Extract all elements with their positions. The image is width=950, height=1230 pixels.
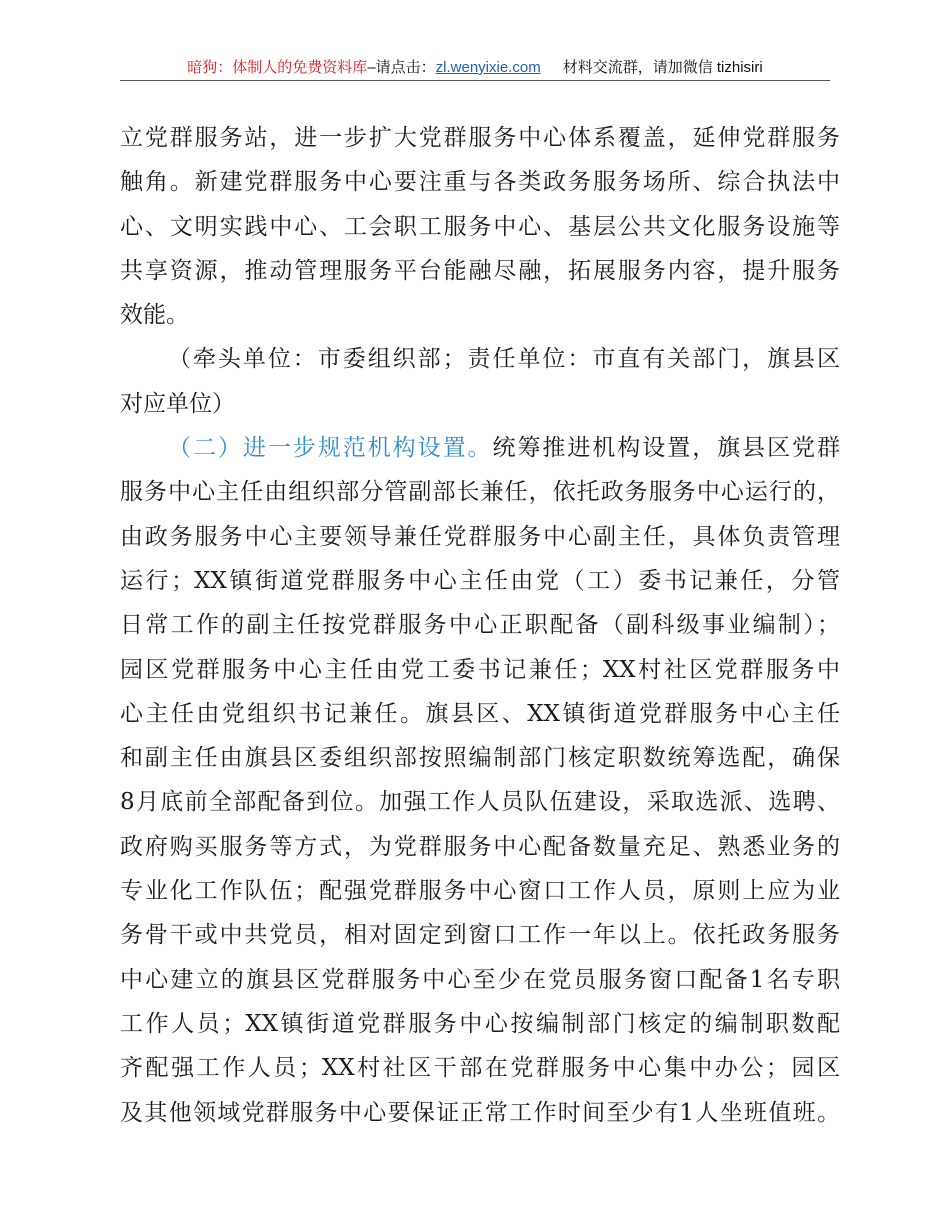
text-line [120,648,840,692]
website-link[interactable]: zl.wenyixie.com [435,59,541,76]
line-text: 共享资源，推动管理服务平台能融尽融，拓展服务内容，提升服务 [120,257,840,284]
text-line [120,205,840,249]
text-line [120,1002,840,1046]
text-line [120,825,840,869]
text-line [120,426,840,470]
line-text: 由政务服务中心主要领导兼任党群服务中心副主任，具体负责管理 [120,523,840,550]
text-line [120,559,840,603]
text-line [120,780,840,824]
line-text: 心主任由党组织书记兼任。旗县区、XX镇街道党群服务中心主任 [120,700,840,727]
line-text: （牵头单位：市委组织部；责任单位：市直有关部门，旗县区 [168,346,840,373]
line-text: 务骨干或中共党员，相对固定到窗口工作一年以上。依托政务服务 [120,922,840,949]
line-text: 服务中心主任由组织部分管副部长兼任，依托政务服务中心运行的， [120,479,840,506]
line-text: 效能。 [120,302,189,329]
header-divider [120,80,830,81]
text-line [120,692,840,736]
line-text: 心、文明实践中心、工会职工服务中心、基层公共文化服务设施等 [120,213,840,240]
contact-info: 材料交流群，请加微信 tizhisiri [562,59,763,76]
line-text: 统筹推进机构设置，旗县区党群 [492,435,841,462]
line-text: 专业化工作队伍；配强党群服务中心窗口工作人员，原则上应为业 [120,878,840,905]
line-text: 日常工作的副主任按党群服务中心正职配备（副科级事业编制）； [120,612,840,639]
text-line [120,603,840,647]
line-text: 齐配强工作人员；XX村社区干部在党群服务中心集中办公；园区 [120,1055,840,1082]
line-text: 园区党群服务中心主任由党工委书记兼任；XX村社区党群服务中 [120,656,840,683]
text-line [120,249,840,293]
text-line [120,382,840,426]
text-line [120,913,840,957]
line-text: 及其他领域党群服务中心要保证正常工作时间至少有1人坐班值班。 [120,1099,840,1126]
text-line [120,293,840,337]
line-text: 8月底前全部配备到位。加强工作人员队伍建设，采取选派、选聘、 [120,789,840,816]
click-prompt: –请点击： [367,59,436,76]
site-name: 暗狗：体制人的免费资料库 [187,59,368,76]
line-text: 对应单位） [120,390,235,417]
text-line [120,869,840,913]
line-text: 运行；XX镇街道党群服务中心主任由党（工）委书记兼任，分管 [120,567,840,594]
text-line [120,515,840,559]
line-text: 立党群服务站，进一步扩大党群服务中心体系覆盖，延伸党群服务 [120,125,840,151]
page-header [120,57,830,79]
text-line [120,1046,840,1090]
line-text: 政府购买服务等方式，为党群服务中心配备数量充足、熟悉业务的 [120,833,840,860]
text-line [120,116,840,160]
line-text: 中心建立的旗县区党群服务中心至少在党员服务窗口配备1名专职 [120,966,840,993]
text-line [120,736,840,780]
text-line [120,958,840,1002]
document-body [120,116,840,1135]
section-heading: （二）进一步规范机构设置。 [168,435,493,462]
line-text: 触角。新建党群服务中心要注重与各类政务服务场所、综合执法中 [120,169,840,196]
line-text: 和副主任由旗县区委组织部按照编制部门核定职数统筹选配，确保 [120,745,840,772]
line-text: 工作人员；XX镇街道党群服务中心按编制部门核定的编制职数配 [120,1010,840,1037]
text-line [120,1091,840,1135]
text-line [120,337,840,381]
text-line [120,160,840,204]
text-line [120,470,840,514]
